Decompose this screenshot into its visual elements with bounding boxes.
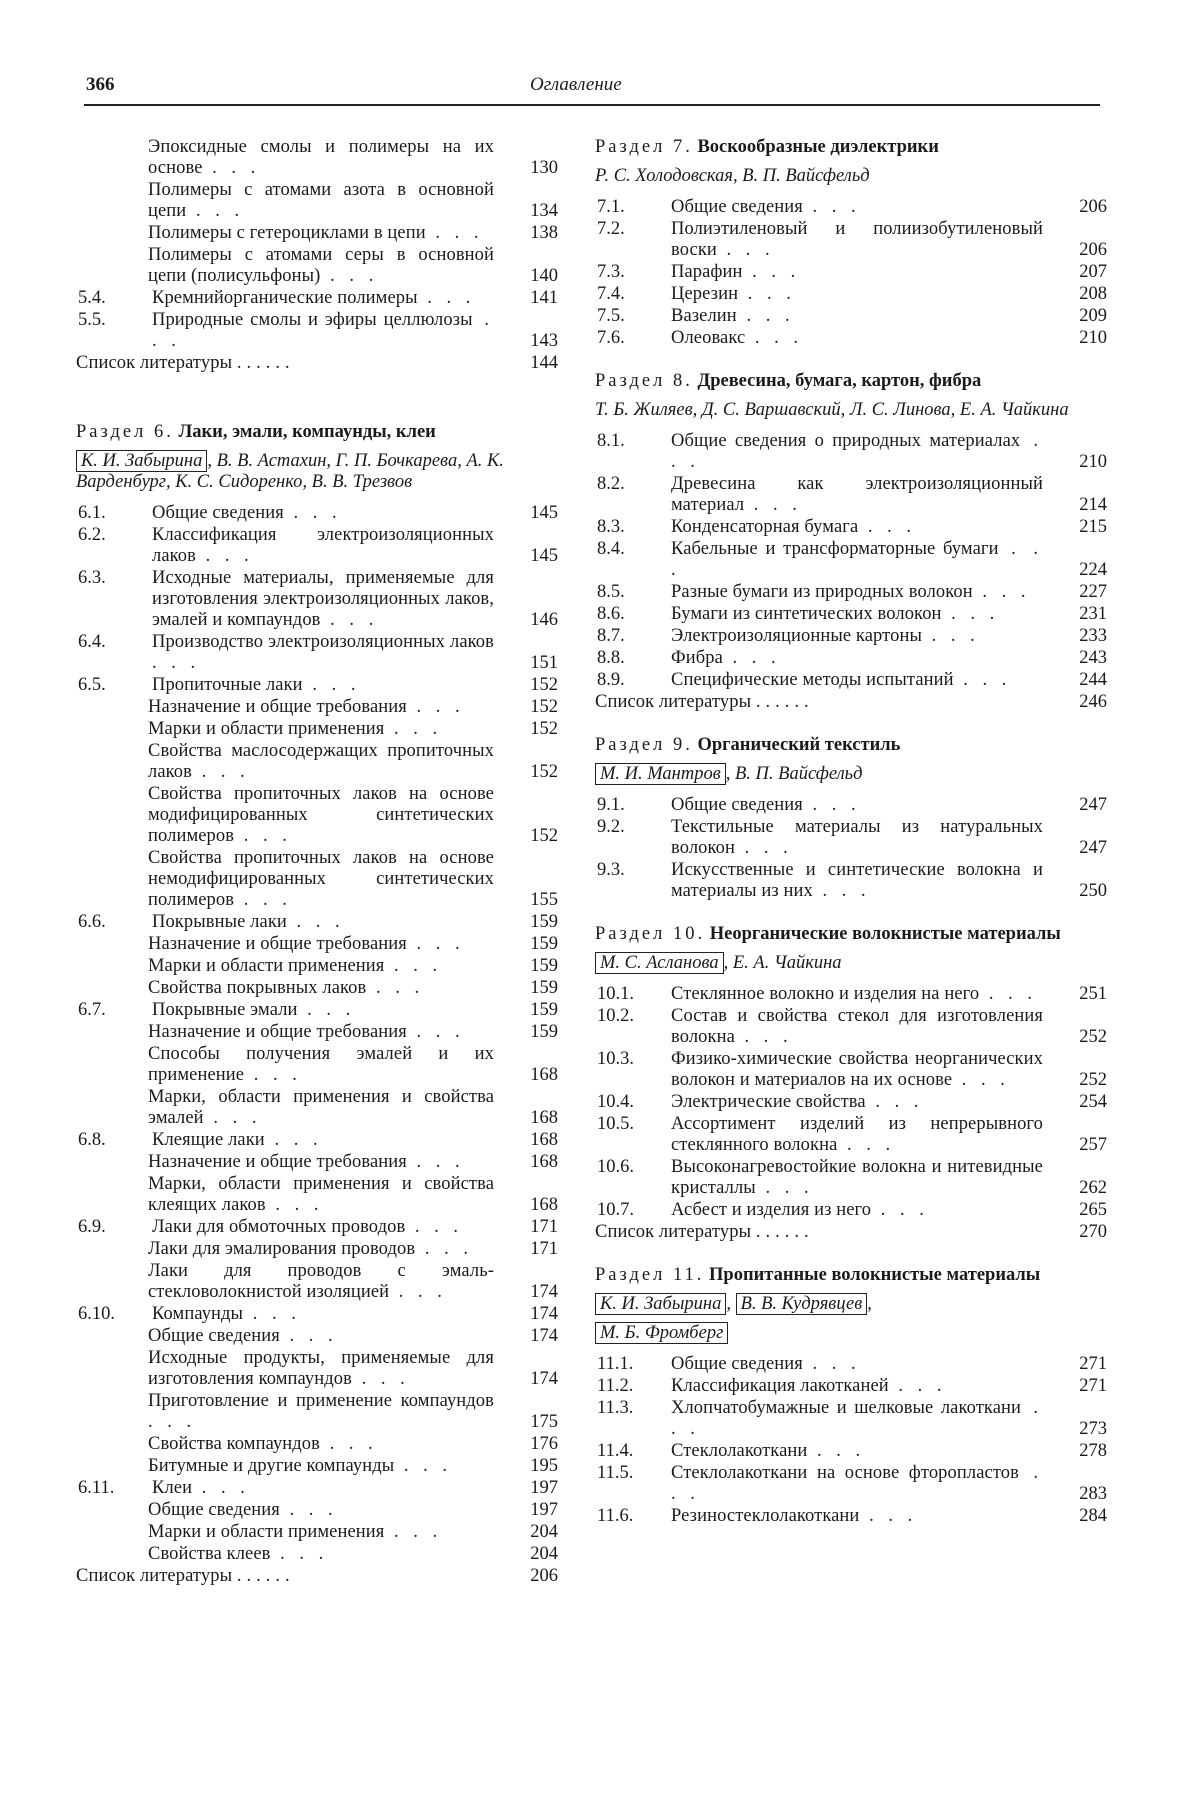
toc-entry: 8.5. Разные бумаги из природных волокон . . . 227 xyxy=(597,582,1107,602)
entry-number: 5.5. xyxy=(78,310,106,330)
entry-page: 159 xyxy=(530,934,558,954)
entry-number: 11.6. xyxy=(597,1506,634,1526)
toc-entry: Эпоксидные смолы и полимеры на их основе . . . 130 xyxy=(148,137,558,178)
entry-title: Общие сведения xyxy=(148,1500,280,1520)
toc-entry: 6.6. Покрывные лаки . . . 159 xyxy=(78,912,558,932)
entry-page: 171 xyxy=(530,1239,558,1259)
author-boxed: М. Б. Фромберг xyxy=(595,1322,728,1344)
toc-entry: Марки и области применения . . . 159 xyxy=(148,956,558,976)
toc-entry: Назначение и общие требования . . . 159 xyxy=(148,934,558,954)
entry-page: 251 xyxy=(1079,984,1107,1004)
entry-page: 231 xyxy=(1079,604,1107,624)
entry-page: 159 xyxy=(530,1000,558,1020)
entry-title: Марки и области применения xyxy=(148,1522,385,1542)
toc-entry: 8.1. Общие сведения о природных материалах . . . 210 xyxy=(597,431,1107,472)
entry-title: Свойства маслосодержащих пропиточных лаков xyxy=(148,741,494,782)
entry-title: Эпоксидные смолы и полимеры на их основе xyxy=(148,137,494,178)
toc-entry: 11.4. Стеклолакоткани . . . 278 xyxy=(597,1441,1107,1461)
toc-entry: Свойства компаундов . . . 176 xyxy=(148,1434,558,1454)
entry-title: Церезин xyxy=(671,284,739,304)
section-authors: К. И. Забырина , В. В. Астахин, Г. П. Бочкарева, А. К. Варденбург, К. С. Сидоренко, В. В. Трезвов xyxy=(76,451,504,492)
toc-entry: 7.6. Олеовакс . . . 210 xyxy=(597,328,1107,348)
toc-entry: 7.1. Общие сведения . . . 206 xyxy=(597,197,1107,217)
entry-page: 204 xyxy=(530,1544,558,1564)
entry-page: 197 xyxy=(530,1478,558,1498)
entry-number: 11.3. xyxy=(597,1398,634,1418)
entry-title: Назначение и общие требования xyxy=(148,1022,407,1042)
entry-page: 271 xyxy=(1079,1376,1107,1396)
page-number: 366 xyxy=(86,74,115,95)
toc-entry: Свойства покрывных лаков . . . 159 xyxy=(148,978,558,998)
toc-entry: 9.1. Общие сведения . . . 247 xyxy=(597,795,1107,815)
entry-title: Фибра xyxy=(671,648,723,668)
entry-title: Производство электроизоляционных лаков xyxy=(152,632,494,652)
toc-entry: 6.8. Клеящие лаки . . . 168 xyxy=(78,1130,558,1150)
toc-entry: 7.4. Церезин . . . 208 xyxy=(597,284,1107,304)
toc-entry: 6.1. Общие сведения . . . 145 xyxy=(78,503,558,523)
toc-entry: Марки, области применения и свойства клеящих лаков . . . 168 xyxy=(148,1174,558,1215)
entry-page: 159 xyxy=(530,912,558,932)
section-authors: К. И. Забырина , В. В. Кудрявцев , М. Б. Фромберг xyxy=(595,1294,1113,1344)
entry-number: 8.5. xyxy=(597,582,625,602)
entry-title: Асбест и изделия из него xyxy=(671,1200,872,1220)
toc-entry: Общие сведения . . . 197 xyxy=(148,1500,558,1520)
header-rule xyxy=(84,104,1100,106)
entry-number: 6.1. xyxy=(78,503,106,523)
entry-page: 174 xyxy=(530,1369,558,1389)
entry-page: 283 xyxy=(1079,1484,1107,1504)
toc-entry: Свойства маслосодержащих пропиточных лаков . . . 152 xyxy=(148,741,558,782)
entry-page: 273 xyxy=(1079,1419,1107,1439)
entry-title: Состав и свойства стекол для изготовления волокна xyxy=(671,1006,1043,1047)
toc-entry: 9.3. Искусственные и синтетические волокна и материалы из них . . . 250 xyxy=(597,860,1107,901)
toc-entry: 10.2. Состав и свойства стекол для изготовления волокна . . . 252 xyxy=(597,1006,1107,1047)
entry-page: 262 xyxy=(1079,1178,1107,1198)
toc-entry: Назначение и общие требования . . . 159 xyxy=(148,1022,558,1042)
entry-page: 138 xyxy=(530,223,558,243)
entry-page: 174 xyxy=(530,1304,558,1324)
author-boxed: М. И. Мантров xyxy=(595,763,726,785)
section-entries xyxy=(595,431,1113,691)
entry-title: Клеи xyxy=(152,1478,193,1498)
entry-page: 252 xyxy=(1079,1027,1107,1047)
entry-title: Покрывные лаки xyxy=(152,912,287,932)
section-title: Раздел 7. Воскообразные диэлектрики xyxy=(595,137,939,157)
toc-entry: Свойства пропиточных лаков на основе модифицированных синтетических полимеров . . . 152 xyxy=(148,784,558,846)
entry-number: 7.3. xyxy=(597,262,625,282)
entry-title: Битумные и другие компаунды xyxy=(148,1456,395,1476)
entry-title: Свойства компаундов xyxy=(148,1434,320,1454)
entry-number: 10.3. xyxy=(597,1049,634,1069)
entry-title: Покрывные эмали xyxy=(152,1000,298,1020)
entry-page: 174 xyxy=(530,1282,558,1302)
toc-entry: Свойства клеев . . . 204 xyxy=(148,1544,558,1564)
toc-entry: Общие сведения . . . 174 xyxy=(148,1326,558,1346)
toc-entry: 10.1. Стеклянное волокно и изделия на него . . . 251 xyxy=(597,984,1107,1004)
entry-title: Общие сведения xyxy=(671,197,803,217)
toc-entry: 7.2. Полиэтиленовый и полиизобутиленовый воски . . . 206 xyxy=(597,219,1107,260)
section-authors: М. И. Мантров , В. П. Вайсфельд xyxy=(595,764,1113,785)
section-10 xyxy=(595,924,1113,1243)
entry-page: 209 xyxy=(1079,306,1107,326)
entry-page: 152 xyxy=(530,762,558,782)
entry-page: 208 xyxy=(1079,284,1107,304)
entry-number: 9.2. xyxy=(597,817,625,837)
section-entries xyxy=(76,503,564,1565)
entry-title: Электроизоляционные картоны xyxy=(671,626,922,646)
entry-title: Свойства покрывных лаков xyxy=(148,978,367,998)
toc-entry: 5.4. Кремнийорганические полимеры . . . 141 xyxy=(78,288,558,308)
entry-title: Разные бумаги из природных волокон xyxy=(671,582,973,602)
entry-page: 215 xyxy=(1079,517,1107,537)
entry-number: 8.2. xyxy=(597,474,625,494)
toc-entry: 10.7. Асбест и изделия из него . . . 265 xyxy=(597,1200,1107,1220)
entry-page: 204 xyxy=(530,1522,558,1542)
toc-entry: Исходные продукты, применяемые для изготовления компаундов . . . 174 xyxy=(148,1348,558,1389)
entry-number: 7.4. xyxy=(597,284,625,304)
entry-number: 10.1. xyxy=(597,984,634,1004)
section-title: Раздел 9. Органический текстиль xyxy=(595,735,901,755)
literature-entry: Список литературы ...... 206 xyxy=(76,1566,558,1586)
entry-title: Конденсаторная бумага xyxy=(671,517,859,537)
section-title: Раздел 8. Древесина, бумага, картон, фибра xyxy=(595,371,982,391)
section-entries xyxy=(595,1354,1113,1527)
entry-title: Хлопчатобумажные и шелковые лакоткани xyxy=(671,1398,1022,1418)
toc-entry: 11.5. Стеклолакоткани на основе фторопластов . . . 283 xyxy=(597,1463,1107,1504)
literature-entry: Список литературы ...... 270 xyxy=(595,1222,1107,1242)
toc-entry: Приготовление и применение компаундов . . . 175 xyxy=(148,1391,558,1432)
toc-entry: Лаки для проводов с эмаль-стекловолокнистой изоляцией . . . 174 xyxy=(148,1261,558,1302)
entry-page: 254 xyxy=(1079,1092,1107,1112)
entry-number: 6.2. xyxy=(78,525,106,545)
entry-page: 140 xyxy=(530,266,558,286)
entry-page: 155 xyxy=(530,890,558,910)
entry-number: 11.1. xyxy=(597,1354,634,1374)
toc-entry: 7.3. Парафин . . . 207 xyxy=(597,262,1107,282)
entry-page: 210 xyxy=(1079,452,1107,472)
entry-title: Способы получения эмалей и их применение xyxy=(148,1044,494,1085)
entry-title: Общие сведения xyxy=(671,795,803,815)
entry-number: 7.1. xyxy=(597,197,625,217)
entry-number: 10.6. xyxy=(597,1157,634,1177)
entry-page: 174 xyxy=(530,1326,558,1346)
entry-title: Классификация электроизоляционных лаков xyxy=(152,525,494,566)
entry-title: Марки и области применения xyxy=(148,956,385,976)
entry-number: 10.5. xyxy=(597,1114,634,1134)
entry-title: Полимеры с атомами азота в основной цепи xyxy=(148,180,494,221)
entry-number: 11.2. xyxy=(597,1376,634,1396)
toc-entry: Марки, области применения и свойства эмалей . . . 168 xyxy=(148,1087,558,1128)
entry-title: Общие сведения xyxy=(671,1354,803,1374)
toc-entry: 6.9. Лаки для обмоточных проводов . . . 171 xyxy=(78,1217,558,1237)
toc-entry: 10.6. Высоконагревостойкие волокна и нитевидные кристаллы . . . 262 xyxy=(597,1157,1107,1198)
right-column xyxy=(595,137,1113,1528)
toc-entry: Битумные и другие компаунды . . . 195 xyxy=(148,1456,558,1476)
entry-page: 168 xyxy=(530,1065,558,1085)
left-column xyxy=(76,137,564,1588)
toc-entry: Свойства пропиточных лаков на основе немодифицированных синтетических полимеров . . . 155 xyxy=(148,848,558,910)
entry-number: 6.3. xyxy=(78,568,106,588)
entry-page: 130 xyxy=(530,158,558,178)
section-authors: Т. Б. Жиляев, Д. С. Варшавский, Л. С. Линова, Е. А. Чайкина xyxy=(595,400,1069,420)
entry-title: Стеклолакоткани xyxy=(671,1441,808,1461)
entry-number: 6.6. xyxy=(78,912,106,932)
toc-entry: 6.11. Клеи . . . 197 xyxy=(78,1478,558,1498)
entry-page: 247 xyxy=(1079,795,1107,815)
toc-entry: Полимеры с атомами серы в основной цепи (полисульфоны) . . . 140 xyxy=(148,245,558,286)
toc-entry: 10.3. Физико-химические свойства неорганических волокон и материалов на их основе . . . 252 xyxy=(597,1049,1107,1090)
section-authors: М. С. Асланова , Е. А. Чайкина xyxy=(595,953,1113,974)
entry-title: Назначение и общие требования xyxy=(148,697,407,717)
entry-page: 244 xyxy=(1079,670,1107,690)
toc-entry: Лаки для эмалирования проводов . . . 171 xyxy=(148,1239,558,1259)
entry-title: Назначение и общие требования xyxy=(148,934,407,954)
entry-title: Пропиточные лаки xyxy=(152,675,303,695)
toc-entry: 8.4. Кабельные и трансформаторные бумаги . . . 224 xyxy=(597,539,1107,580)
entry-page: 168 xyxy=(530,1108,558,1128)
toc-entry: 8.7. Электроизоляционные картоны . . . 233 xyxy=(597,626,1107,646)
toc-entry: 11.2. Классификация лакотканей . . . 271 xyxy=(597,1376,1107,1396)
entry-number: 6.5. xyxy=(78,675,106,695)
entry-title: Полимеры с гетероциклами в цепи xyxy=(148,223,426,243)
section-authors: Р. С. Холодовская, В. П. Вайсфельд xyxy=(595,166,870,186)
entry-page: 168 xyxy=(530,1195,558,1215)
section-title: Раздел 6. Лаки, эмали, компаунды, клеи xyxy=(76,422,436,442)
section-entries xyxy=(595,197,1113,349)
entry-page: 159 xyxy=(530,1022,558,1042)
toc-entry: 9.2. Текстильные материалы из натуральных волокон . . . 247 xyxy=(597,817,1107,858)
entry-title: Марки, области применения и свойства эмалей xyxy=(148,1087,494,1128)
entry-title: Физико-химические свойства неорганических волокон и материалов на их основе xyxy=(671,1049,1043,1090)
entry-page: 227 xyxy=(1079,582,1107,602)
entry-number: 10.4. xyxy=(597,1092,634,1112)
entry-title: Бумаги из синтетических волокон xyxy=(671,604,942,624)
entry-title: Полимеры с атомами серы в основной цепи (полисульфоны) xyxy=(148,245,494,286)
entry-number: 10.7. xyxy=(597,1200,634,1220)
entry-page: 206 xyxy=(1079,240,1107,260)
literature-entry: Список литературы ...... 144 xyxy=(76,353,558,373)
entry-title: Лаки для проводов с эмаль-стекловолокнистой изоляцией xyxy=(148,1261,494,1302)
entry-title: Стеклолакоткани на основе фторопластов xyxy=(671,1463,1019,1483)
entry-title: Ассортимент изделий из непрерывного стеклянного волокна xyxy=(671,1114,1043,1155)
section-11 xyxy=(595,1265,1113,1527)
entry-title: Свойства пропиточных лаков на основе модифицированных синтетических полимеров xyxy=(148,784,494,846)
entry-page: 176 xyxy=(530,1434,558,1454)
entry-title: Исходные материалы, применяемые для изготовления электроизоляционных лаков, эмалей и компаундов xyxy=(152,568,494,630)
entry-title: Общие сведения xyxy=(148,1326,280,1346)
entry-title: Лаки для эмалирования проводов xyxy=(148,1239,416,1259)
entry-title: Текстильные материалы из натуральных волокон xyxy=(671,817,1043,858)
toc-entry: 8.2. Древесина как электроизоляционный материал . . . 214 xyxy=(597,474,1107,515)
entry-title: Полиэтиленовый и полиизобутиленовый воски xyxy=(671,219,1043,260)
section-title: Раздел 11. Пропитанные волокнистые материалы xyxy=(595,1265,1041,1285)
entry-page: 233 xyxy=(1079,626,1107,646)
toc-entry: Способы получения эмалей и их применение . . . 168 xyxy=(148,1044,558,1085)
entry-page: 145 xyxy=(530,503,558,523)
section-8 xyxy=(595,371,1113,713)
entry-page: 159 xyxy=(530,956,558,976)
entry-page: 175 xyxy=(530,1412,558,1432)
entry-page: 247 xyxy=(1079,838,1107,858)
entry-title: Природные смолы и эфиры целлюлозы xyxy=(152,310,473,330)
entry-title: Марки и области применения xyxy=(148,719,385,739)
section-6 xyxy=(76,422,564,1587)
toc-entry: Полимеры с атомами азота в основной цепи . . . 134 xyxy=(148,180,558,221)
entry-number: 8.4. xyxy=(597,539,625,559)
entry-page: 252 xyxy=(1079,1070,1107,1090)
toc-entry: Назначение и общие требования . . . 152 xyxy=(148,697,558,717)
entry-number: 9.1. xyxy=(597,795,625,815)
running-title: Оглавление xyxy=(530,74,622,95)
entry-title: Общие сведения xyxy=(152,503,284,523)
continued-entries xyxy=(76,137,564,352)
entry-title: Парафин xyxy=(671,262,743,282)
toc-entry: 6.10. Компаунды . . . 174 xyxy=(78,1304,558,1324)
author-boxed: К. И. Забырина xyxy=(76,450,207,472)
entry-title: Специфические методы испытаний xyxy=(671,670,954,690)
entry-title: Приготовление и применение компаундов xyxy=(148,1391,494,1411)
author-boxed: К. И. Забырина xyxy=(595,1293,726,1315)
entry-page: 210 xyxy=(1079,328,1107,348)
toc-entry: Назначение и общие требования . . . 168 xyxy=(148,1152,558,1172)
entry-number: 11.4. xyxy=(597,1441,634,1461)
entry-title: Компаунды xyxy=(152,1304,244,1324)
toc-entry: Марки и области применения . . . 152 xyxy=(148,719,558,739)
section-entries xyxy=(595,984,1113,1221)
entry-page: 271 xyxy=(1079,1354,1107,1374)
entry-title: Классификация лакотканей xyxy=(671,1376,889,1396)
entry-page: 168 xyxy=(530,1152,558,1172)
entry-title: Марки, области применения и свойства клеящих лаков xyxy=(148,1174,494,1215)
entry-page: 152 xyxy=(530,675,558,695)
toc-entry: 6.3. Исходные материалы, применяемые для изготовления электроизоляционных лаков, эмалей и компаундов . . . 146 xyxy=(78,568,558,630)
toc-entry: 7.5. Вазелин . . . 209 xyxy=(597,306,1107,326)
entry-number: 6.8. xyxy=(78,1130,106,1150)
entry-number: 11.5. xyxy=(597,1463,634,1483)
entry-title: Олеовакс xyxy=(671,328,746,348)
entry-number: 6.11. xyxy=(78,1478,115,1498)
entry-page: 168 xyxy=(530,1130,558,1150)
entry-number: 8.1. xyxy=(597,431,625,451)
toc-entry: 6.2. Классификация электроизоляционных лаков . . . 145 xyxy=(78,525,558,566)
entry-title: Электрические свойства xyxy=(671,1092,866,1112)
entry-number: 9.3. xyxy=(597,860,625,880)
toc-entry: 6.7. Покрывные эмали . . . 159 xyxy=(78,1000,558,1020)
entry-page: 257 xyxy=(1079,1135,1107,1155)
entry-page: 146 xyxy=(530,610,558,630)
toc-entry: Марки и области применения . . . 204 xyxy=(148,1522,558,1542)
entry-page: 206 xyxy=(1079,197,1107,217)
entry-title: Кабельные и трансформаторные бумаги xyxy=(671,539,999,559)
entry-number: 7.5. xyxy=(597,306,625,326)
toc-entry: 6.4. Производство электроизоляционных лаков . . . 151 xyxy=(78,632,558,673)
entry-number: 8.6. xyxy=(597,604,625,624)
section-7 xyxy=(595,137,1113,349)
entry-page: 159 xyxy=(530,978,558,998)
entry-page: 207 xyxy=(1079,262,1107,282)
toc-entry: 6.5. Пропиточные лаки . . . 152 xyxy=(78,675,558,695)
entry-number: 10.2. xyxy=(597,1006,634,1026)
entry-number: 6.10. xyxy=(78,1304,115,1324)
entry-page: 265 xyxy=(1079,1200,1107,1220)
entry-title: Исходные продукты, применяемые для изготовления компаундов xyxy=(148,1348,494,1389)
toc-entry: 10.5. Ассортимент изделий из непрерывного стеклянного волокна . . . 257 xyxy=(597,1114,1107,1155)
entry-number: 7.2. xyxy=(597,219,625,239)
entry-title: Резиностеклолакоткани xyxy=(671,1506,860,1526)
toc-entry: 11.3. Хлопчатобумажные и шелковые лакоткани . . . 273 xyxy=(597,1398,1107,1439)
toc-entry: 10.4. Электрические свойства . . . 254 xyxy=(597,1092,1107,1112)
entry-page: 143 xyxy=(530,331,558,351)
entry-page: 134 xyxy=(530,201,558,221)
entry-page: 152 xyxy=(530,826,558,846)
entry-number: 6.9. xyxy=(78,1217,106,1237)
entry-title: Общие сведения о природных материалах xyxy=(671,431,1021,451)
entry-number: 8.9. xyxy=(597,670,625,690)
toc-entry: 8.8. Фибра . . . 243 xyxy=(597,648,1107,668)
entry-page: 214 xyxy=(1079,495,1107,515)
toc-entry: 8.3. Конденсаторная бумага . . . 215 xyxy=(597,517,1107,537)
section-9 xyxy=(595,735,1113,902)
entry-page: 152 xyxy=(530,719,558,739)
entry-page: 145 xyxy=(530,546,558,566)
entry-number: 5.4. xyxy=(78,288,106,308)
entry-title: Стеклянное волокно и изделия на него xyxy=(671,984,980,1004)
entry-page: 152 xyxy=(530,697,558,717)
entry-title: Вазелин xyxy=(671,306,737,326)
entry-page: 197 xyxy=(530,1500,558,1520)
entry-title: Свойства клеев xyxy=(148,1544,271,1564)
entry-page: 171 xyxy=(530,1217,558,1237)
entry-title: Свойства пропиточных лаков на основе немодифицированных синтетических полимеров xyxy=(148,848,494,910)
entry-number: 7.6. xyxy=(597,328,625,348)
entry-number: 6.7. xyxy=(78,1000,106,1020)
entry-title: Лаки для обмоточных проводов xyxy=(152,1217,406,1237)
author-boxed: М. С. Асланова xyxy=(595,952,724,974)
entry-page: 224 xyxy=(1079,560,1107,580)
entry-title: Высоконагревостойкие волокна и нитевидные кристаллы xyxy=(671,1157,1043,1198)
entry-page: 151 xyxy=(530,653,558,673)
entry-title: Кремнийорганические полимеры xyxy=(152,288,418,308)
entry-page: 195 xyxy=(530,1456,558,1476)
section-title: Раздел 10. Неорганические волокнистые материалы xyxy=(595,924,1061,944)
entry-title: Искусственные и синтетические волокна и материалы из них xyxy=(671,860,1043,901)
entry-page: 284 xyxy=(1079,1506,1107,1526)
entry-page: 141 xyxy=(530,288,558,308)
entry-page: 250 xyxy=(1079,881,1107,901)
toc-entry: 8.9. Специфические методы испытаний . . . 244 xyxy=(597,670,1107,690)
entry-title: Древесина как электроизоляционный материал xyxy=(671,474,1043,515)
entry-page: 243 xyxy=(1079,648,1107,668)
toc-entry: 11.6. Резиностеклолакоткани . . . 284 xyxy=(597,1506,1107,1526)
entry-title: Назначение и общие требования xyxy=(148,1152,407,1172)
entry-number: 8.7. xyxy=(597,626,625,646)
toc-entry: 11.1. Общие сведения . . . 271 xyxy=(597,1354,1107,1374)
toc-entry: 8.6. Бумаги из синтетических волокон . . . 231 xyxy=(597,604,1107,624)
literature-entry: Список литературы ...... 246 xyxy=(595,692,1107,712)
toc-entry: 5.5. Природные смолы и эфиры целлюлозы . . . 143 xyxy=(78,310,558,351)
section-entries xyxy=(595,795,1113,902)
entry-number: 6.4. xyxy=(78,632,106,652)
entry-number: 8.3. xyxy=(597,517,625,537)
entry-page: 278 xyxy=(1079,1441,1107,1461)
author-boxed: В. В. Кудрявцев xyxy=(736,1293,868,1315)
entry-title: Клеящие лаки xyxy=(152,1130,265,1150)
entry-number: 8.8. xyxy=(597,648,625,668)
toc-entry: Полимеры с гетероциклами в цепи . . . 138 xyxy=(148,223,558,243)
